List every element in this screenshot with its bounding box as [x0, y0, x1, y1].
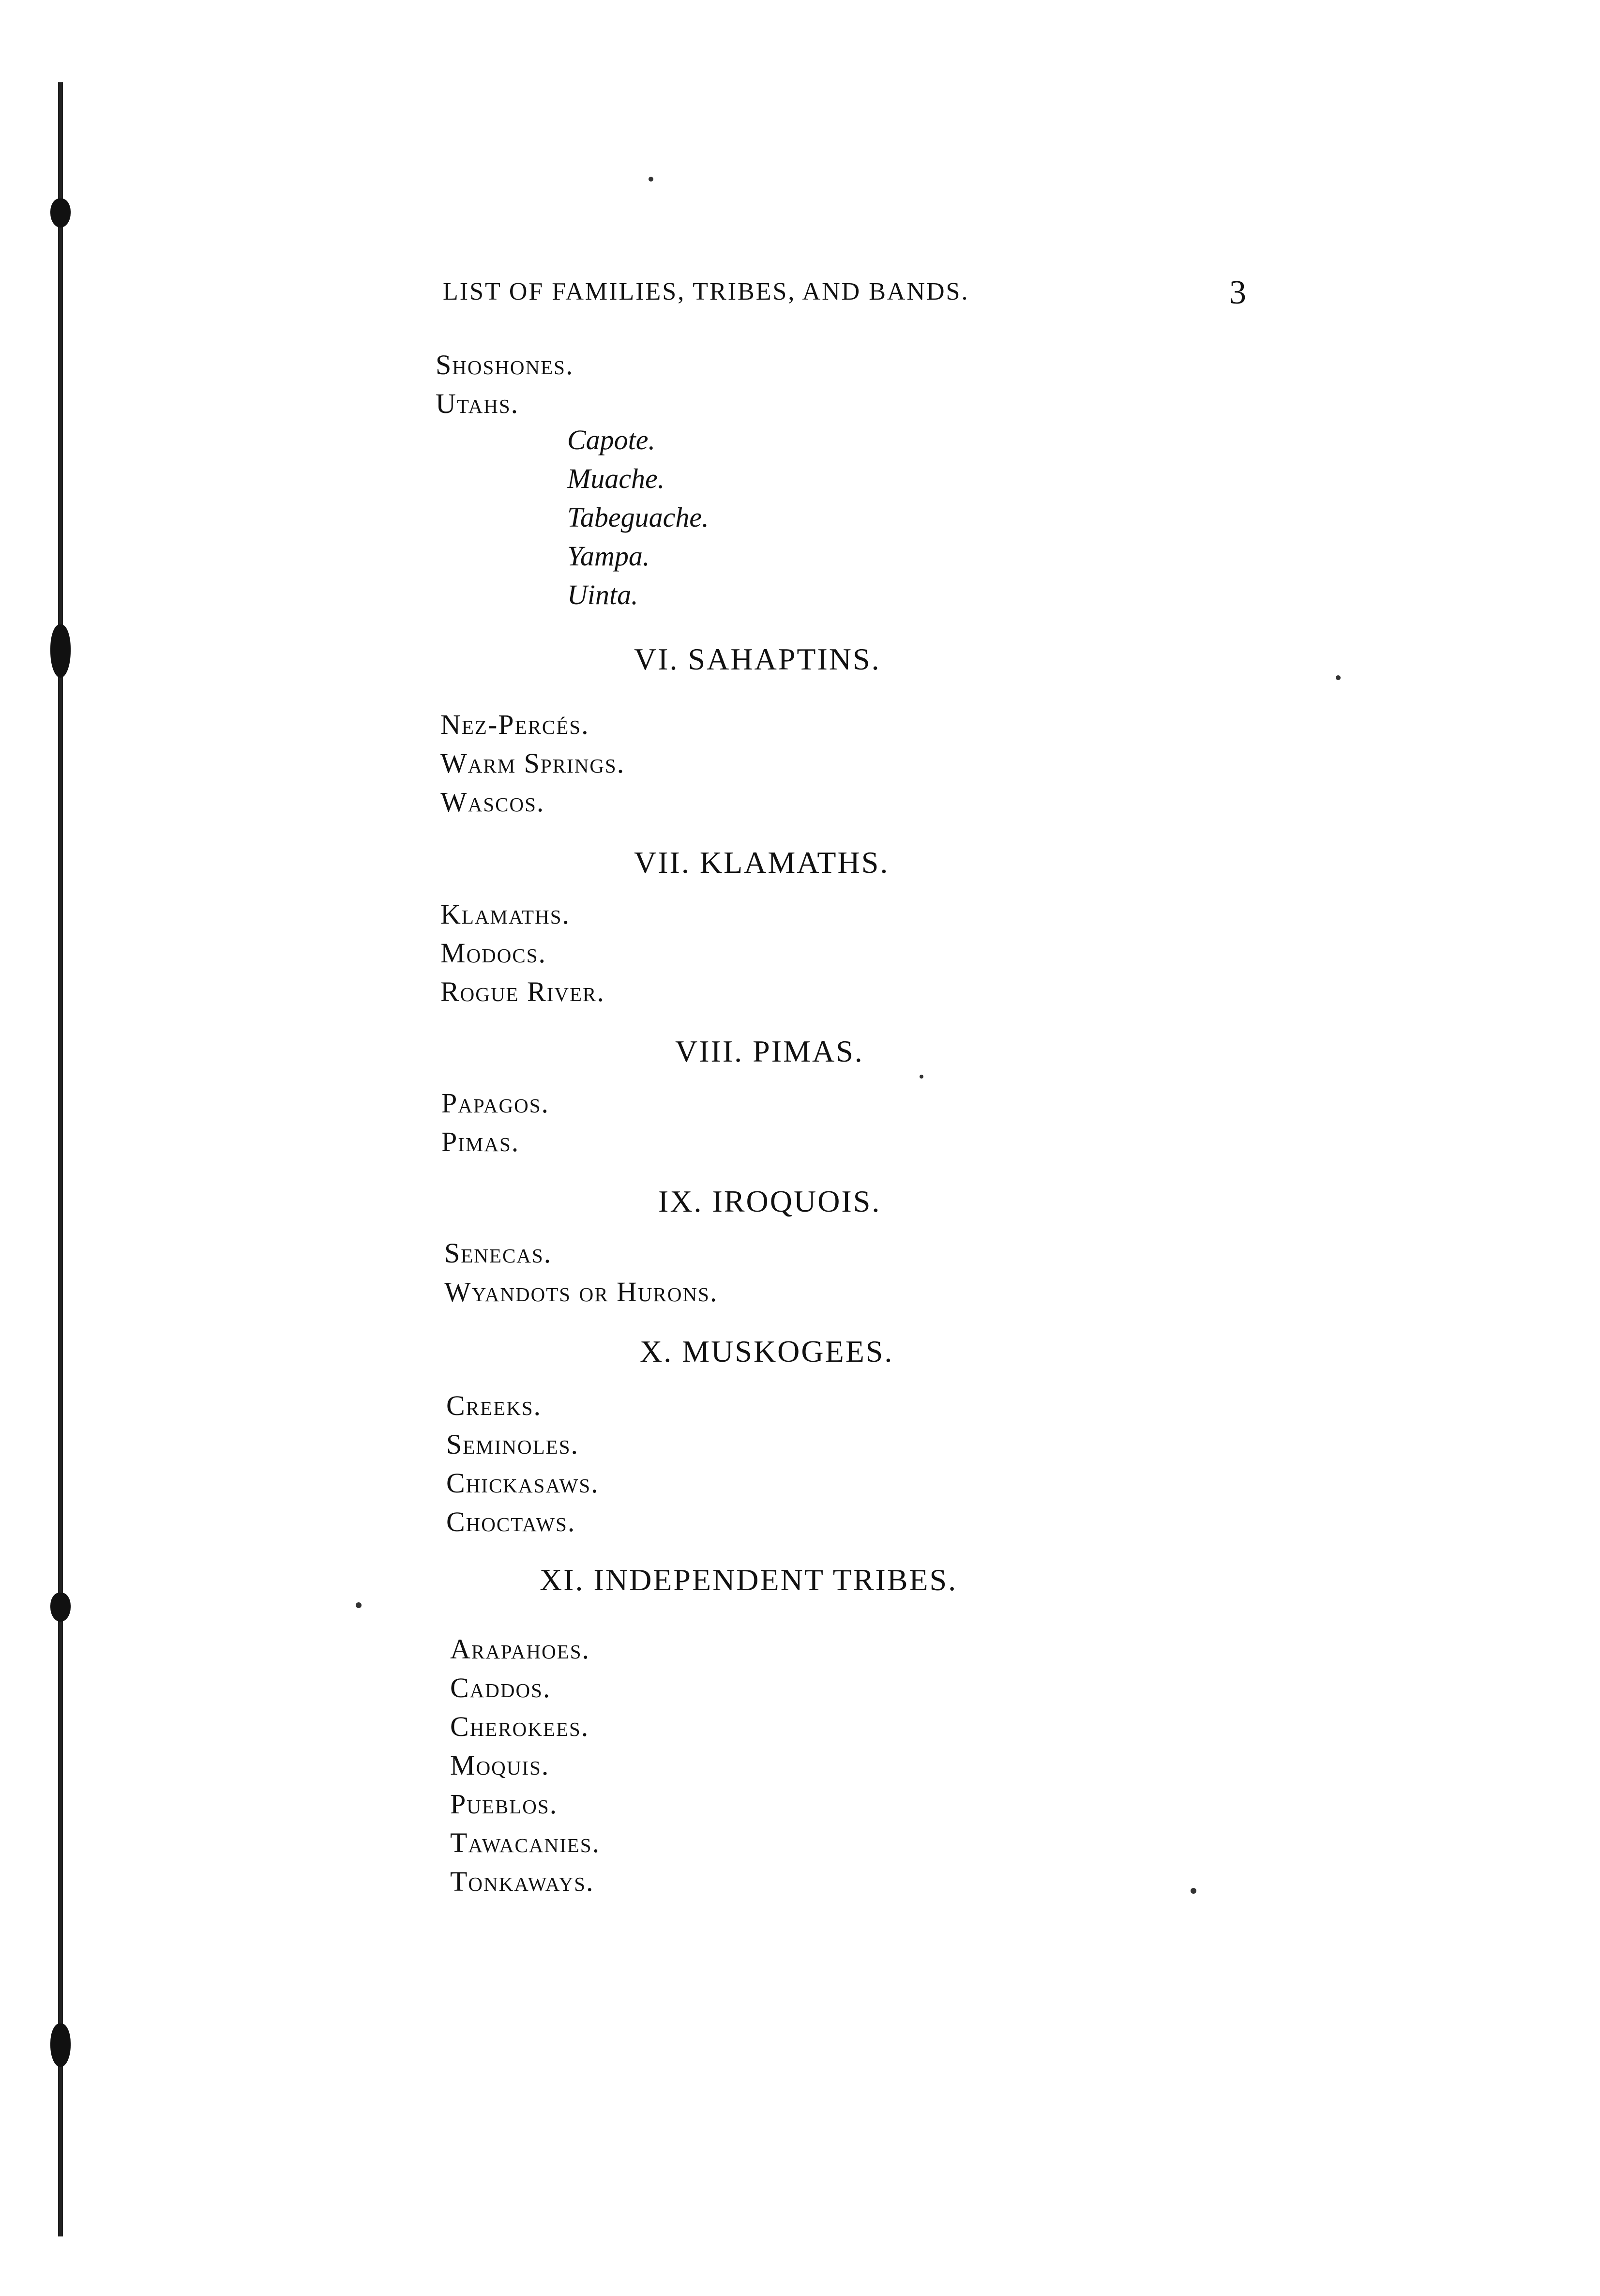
- binding-stitch-mark: [50, 624, 71, 678]
- tribe-entry: Tonkaways.: [450, 1866, 594, 1897]
- tribe-entry: Choctaws.: [446, 1506, 576, 1537]
- tribe-entry: Utahs.: [436, 388, 519, 419]
- family-heading: VII. KLAMATHS.: [634, 845, 890, 880]
- tribe-entry: Klamaths.: [440, 898, 571, 930]
- print-speck: [920, 1075, 923, 1079]
- print-speck: [1191, 1888, 1196, 1894]
- running-title: LIST OF FAMILIES, TRIBES, AND BANDS.: [443, 278, 969, 305]
- binding-stitch-mark: [50, 1593, 71, 1622]
- tribe-entry: Papagos.: [441, 1087, 550, 1119]
- family-heading: VIII. PIMAS.: [675, 1034, 864, 1068]
- print-speck: [649, 177, 653, 182]
- tribe-entry: Pueblos.: [450, 1788, 558, 1820]
- tribe-entry: Rogue River.: [440, 976, 605, 1007]
- binding-stitch-mark: [50, 198, 71, 228]
- band-entry: Capote.: [567, 424, 656, 456]
- binding-edge: [58, 82, 63, 2236]
- tribe-entry: Senecas.: [444, 1237, 552, 1269]
- print-speck: [356, 1602, 362, 1608]
- tribe-entry: Arapahoes.: [450, 1633, 590, 1665]
- family-heading: IX. IROQUOIS.: [658, 1184, 881, 1218]
- tribe-entry: Creeks.: [446, 1390, 542, 1421]
- tribe-entry: Warm Springs.: [440, 747, 625, 779]
- band-entry: Tabeguache.: [567, 502, 709, 533]
- tribe-entry: Seminoles.: [446, 1429, 579, 1460]
- tribe-entry: Nez-Percés.: [440, 709, 589, 740]
- tribe-entry: Wascos.: [440, 786, 545, 818]
- tribe-entry: Wyandots or Hurons.: [444, 1276, 718, 1308]
- print-speck: [1336, 675, 1341, 680]
- family-heading: VI. SAHAPTINS.: [634, 642, 881, 676]
- tribe-entry: Cherokees.: [450, 1711, 589, 1742]
- band-entry: Muache.: [567, 463, 665, 494]
- tribe-entry: Tawacanies.: [450, 1827, 601, 1858]
- tribe-entry: Caddos.: [450, 1672, 551, 1703]
- tribe-entry: Chickasaws.: [446, 1467, 599, 1499]
- binding-stitch-mark: [50, 2023, 71, 2067]
- running-header: [443, 274, 1246, 312]
- family-heading: X. MUSKOGEES.: [640, 1334, 894, 1368]
- page-number: 3: [1229, 274, 1246, 311]
- band-entry: Yampa.: [567, 540, 650, 572]
- band-entry: Uinta.: [567, 579, 638, 610]
- family-heading: XI. INDEPENDENT TRIBES.: [540, 1563, 958, 1597]
- tribe-entry: Pimas.: [441, 1126, 520, 1157]
- tribe-entry: Shoshones.: [436, 349, 574, 380]
- tribe-entry: Modocs.: [440, 937, 547, 969]
- tribe-entry: Moquis.: [450, 1749, 550, 1781]
